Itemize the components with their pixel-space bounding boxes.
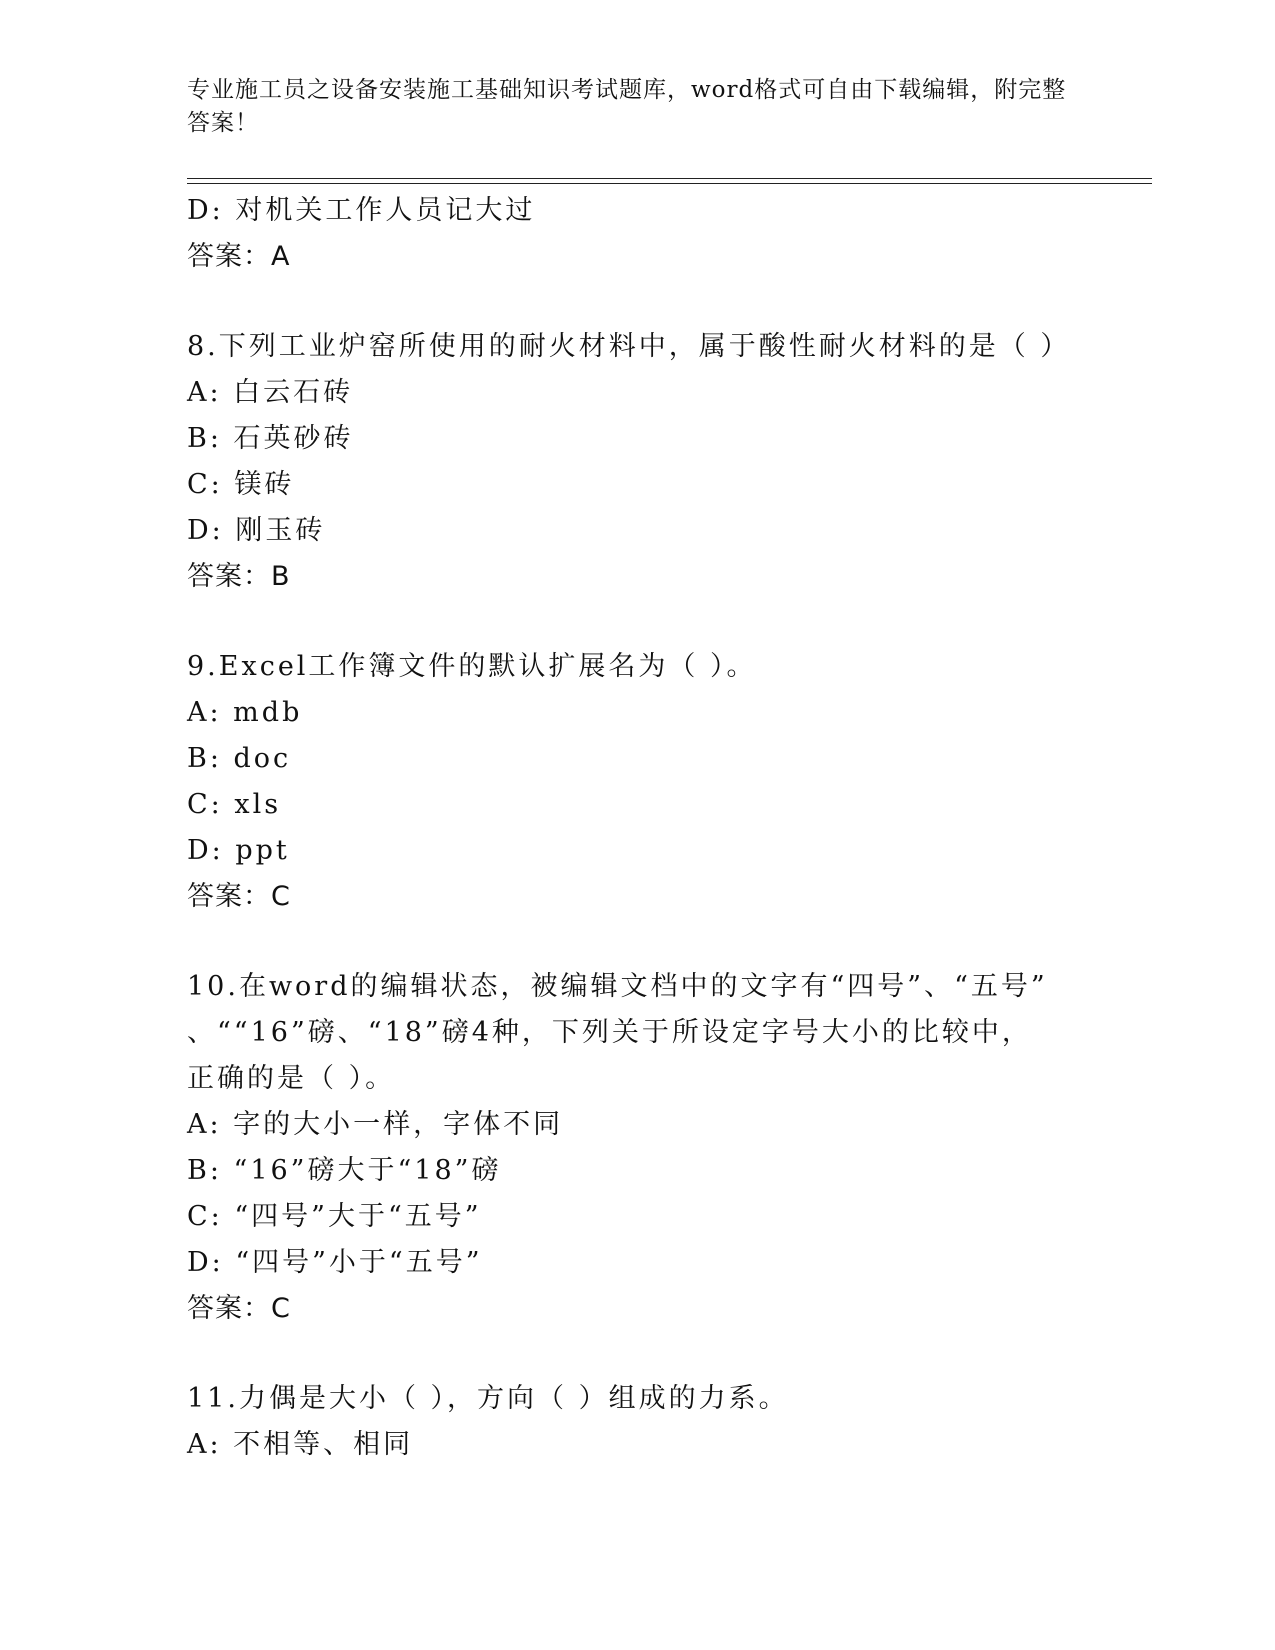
question-block-8 bbox=[187, 324, 1087, 600]
answer-line: 答案：B bbox=[187, 561, 291, 592]
question-stem: 11.力偶是大小（ ），方向（ ）组成的力系。 bbox=[187, 1383, 789, 1414]
option-d: D: “四号”小于“五号” bbox=[187, 1247, 483, 1278]
option-d: D: 对机关工作人员记大过 bbox=[187, 195, 536, 226]
option-d: D: ppt bbox=[187, 835, 290, 866]
option-b: B: doc bbox=[187, 743, 292, 774]
document-header: 专业施工员之设备安装施工基础知识考试题库，word格式可自由下载编辑，附完整答案！ bbox=[187, 77, 1067, 136]
header-rule-top bbox=[187, 178, 1152, 179]
option-a: A: 不相等、相同 bbox=[187, 1429, 414, 1460]
question-stem-line-2: 、““16”磅、“18”磅4种，下列关于所设定字号大小的比较中， bbox=[187, 1017, 1032, 1048]
question-stem: 9.Excel工作簿文件的默认扩展名为（ ）。 bbox=[187, 651, 757, 682]
question-block-prev bbox=[187, 188, 1087, 280]
option-a: A: mdb bbox=[187, 697, 303, 728]
question-block-11 bbox=[187, 1376, 1087, 1468]
question-block-9 bbox=[187, 644, 1087, 920]
option-a: A: 白云石砖 bbox=[187, 377, 354, 408]
question-stem-line-3: 正确的是（ ）。 bbox=[187, 1063, 396, 1094]
header-rule-bottom bbox=[187, 183, 1152, 184]
option-c: C: 镁砖 bbox=[187, 469, 295, 500]
option-c: C: “四号”大于“五号” bbox=[187, 1201, 482, 1232]
option-d: D: 刚玉砖 bbox=[187, 515, 326, 546]
option-b: B: 石英砂砖 bbox=[187, 423, 354, 454]
answer-line: 答案：C bbox=[187, 881, 291, 912]
question-stem-line-1: 10.在word的编辑状态，被编辑文档中的文字有“四号”、“五号” bbox=[187, 971, 1048, 1002]
option-b: B: “16”磅大于“18”磅 bbox=[187, 1155, 502, 1186]
option-c: C: xls bbox=[187, 789, 282, 820]
question-stem: 8.下列工业炉窑所使用的耐火材料中，属于酸性耐火材料的是（ ） bbox=[187, 331, 1071, 362]
question-block-10 bbox=[187, 964, 1087, 1332]
answer-line: 答案：A bbox=[187, 241, 291, 272]
answer-line: 答案：C bbox=[187, 1293, 291, 1324]
option-a: A: 字的大小一样，字体不同 bbox=[187, 1109, 564, 1140]
question-list bbox=[187, 188, 1087, 1468]
